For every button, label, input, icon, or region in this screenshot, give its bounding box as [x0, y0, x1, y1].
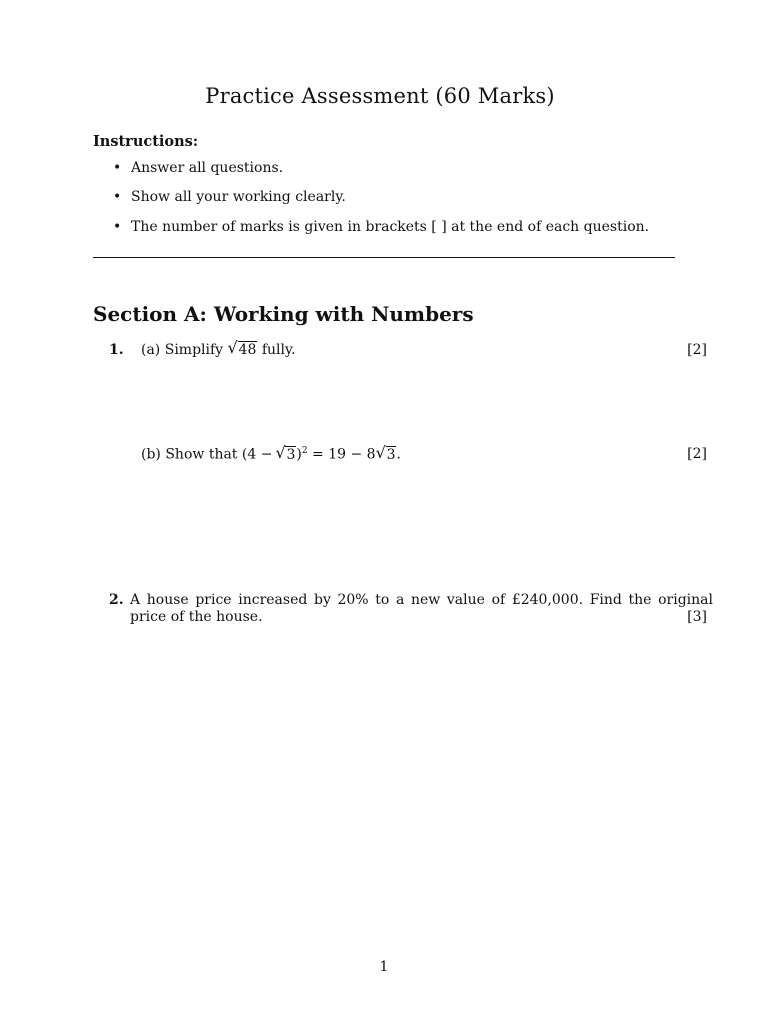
- section-heading: Section A: Working with Numbers: [93, 302, 474, 326]
- question-part-a: [141, 338, 296, 358]
- exponent: 2: [301, 446, 308, 456]
- page-title: Practice Assessment (60 Marks): [205, 84, 555, 108]
- instruction-text: Show all your working clearly.: [131, 189, 346, 205]
- instructions-heading: Instructions:: [93, 133, 199, 150]
- radical-icon: √: [227, 338, 238, 357]
- question-number: 1.: [109, 342, 124, 358]
- part-text-mid: ): [296, 446, 302, 463]
- question-number: 2.: [109, 592, 124, 608]
- part-label: (b): [141, 446, 161, 463]
- radicand: 3: [386, 446, 396, 463]
- question-part-b: [141, 442, 401, 463]
- marks-label: [2]: [687, 342, 707, 358]
- radical-icon: √: [275, 442, 286, 462]
- question-text: A house price increased by 20% to a new value of £240,000. Find the original price of the house.: [130, 592, 713, 625]
- part-label: (a): [141, 342, 161, 358]
- bullet-icon: •: [113, 189, 122, 205]
- part-text-before: Simplify: [164, 342, 224, 358]
- square-root-expression: [227, 338, 258, 358]
- part-text-mid2: = 19 − 8: [312, 446, 376, 463]
- horizontal-divider: [93, 257, 675, 258]
- bullet-icon: •: [113, 160, 122, 176]
- part-text-after: .: [396, 446, 401, 463]
- marks-label: [3]: [687, 609, 707, 625]
- marks-label: [2]: [687, 446, 707, 462]
- radicand: 48: [238, 342, 257, 358]
- radicand: 3: [286, 446, 296, 463]
- part-text-before: Show that (4 −: [165, 446, 273, 463]
- page-number: 1: [379, 959, 389, 975]
- part-text-after: fully.: [261, 342, 296, 358]
- instruction-text: The number of marks is given in brackets [ ] at the end of each question.: [131, 219, 650, 235]
- square-root-expression: [275, 442, 296, 463]
- square-root-expression: [375, 442, 397, 463]
- bullet-icon: •: [113, 219, 122, 235]
- radical-icon: √: [375, 442, 386, 462]
- instruction-text: Answer all questions.: [131, 160, 284, 176]
